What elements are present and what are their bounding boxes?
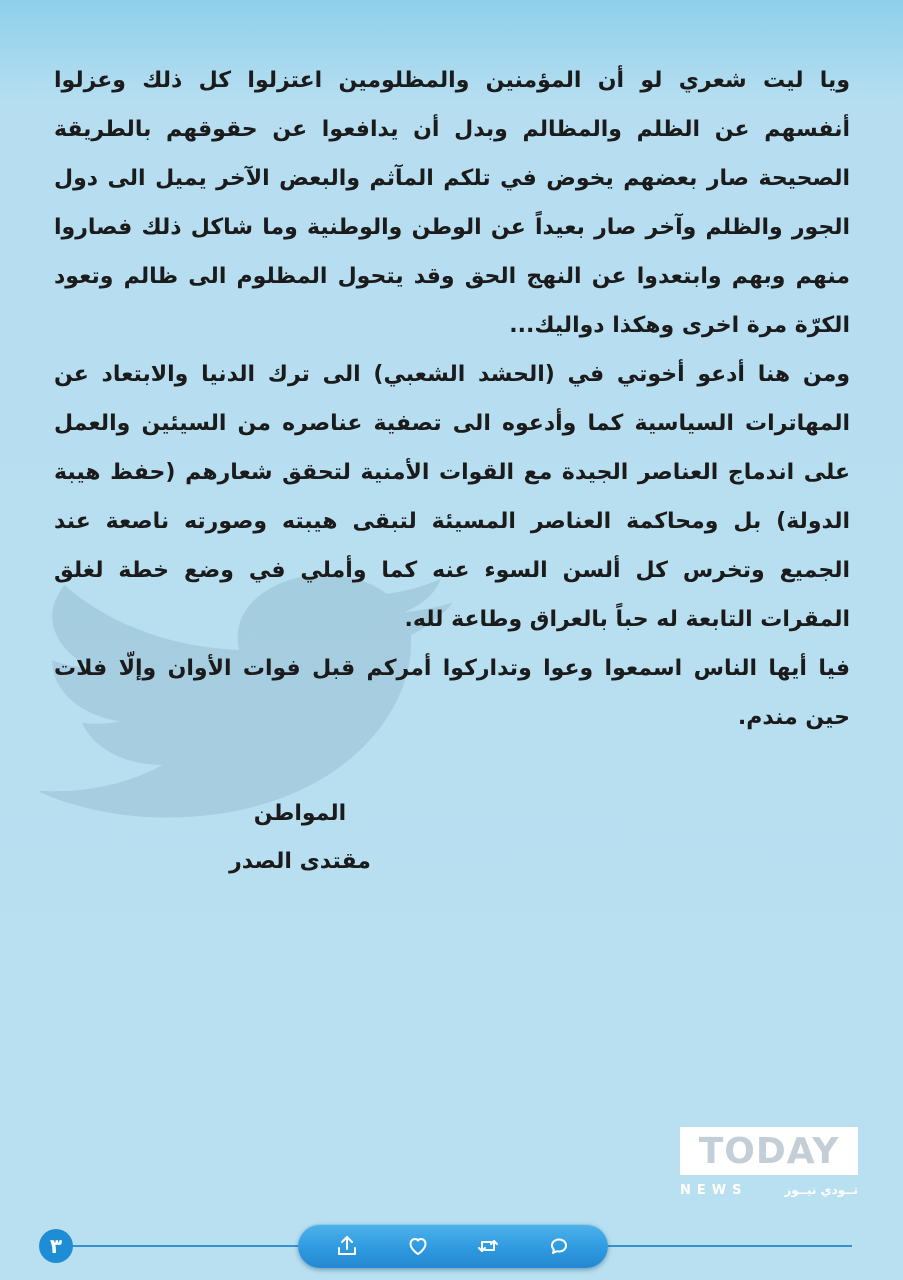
page-number-badge: ٣ bbox=[39, 1229, 73, 1263]
logo-subtitle bbox=[680, 1181, 858, 1199]
share-icon bbox=[335, 1234, 359, 1258]
logo-subtitle-en: NEWS bbox=[680, 1182, 748, 1198]
retweet-button[interactable] bbox=[471, 1229, 505, 1263]
reply-icon bbox=[547, 1234, 571, 1258]
letter-paragraph: ومن هنا أدعو أخوتي في (الحشد الشعبي) الى ترك الدنيا والابتعاد عن المهاترات السياسية كما وأدعوه الى تصفية عناصره من السيئين والعمل على اندماج العناصر الجيدة مع القوات الأمنية لتحقق شعارهم (حفظ هيبة الدولة) بل ومحاكمة العناصر المسيئة لتبقى هيبته وصورته ناصعة عند الجميع وتخرس كل ألسن السوء عنه كما وأملي في وضع خطة لغلق المقرات التابعة له حباً بالعراق وطاعة لله. bbox=[54, 362, 850, 632]
logo-main-text: TODAY bbox=[680, 1127, 858, 1175]
logo-subtitle-ar: تــودي نيــوز bbox=[784, 1183, 858, 1197]
retweet-icon bbox=[476, 1234, 500, 1258]
signature-title: المواطن bbox=[253, 801, 347, 826]
heart-icon bbox=[406, 1234, 430, 1258]
letter-paragraph: ويا ليت شعري لو أن المؤمنين والمظلومين اعتزلوا كل ذلك وعزلوا أنفسهم عن الظلم والمظالم وبدل أن يدافعوا عن حقوقهم بالطريقة الصحيحة صار بعضهم يخوض في تلكم المآثم والبعض الآخر يميل الى دول الجور والظلم وآخر صار بعيداً عن الوطن والوطنية وما شاكل ذلك فصاروا منهم وبهم وابتعدوا عن النهج الحق وقد يتحول المظلوم الى ظالم وتعود الكرّة مرة اخرى وهكذا دواليك... bbox=[54, 68, 850, 338]
today-news-logo bbox=[680, 1127, 858, 1199]
letter-paragraph: فيا أيها الناس اسمعوا وعوا وتداركوا أمركم قبل فوات الأوان وإلّا فلات حين مندم. bbox=[54, 656, 850, 730]
letter-body bbox=[54, 56, 850, 742]
tweet-action-bar bbox=[298, 1224, 608, 1268]
signature-name: مقتدى الصدر bbox=[229, 849, 371, 874]
reply-button[interactable] bbox=[542, 1229, 576, 1263]
share-button[interactable] bbox=[330, 1229, 364, 1263]
like-button[interactable] bbox=[401, 1229, 435, 1263]
signature-block bbox=[210, 790, 390, 886]
